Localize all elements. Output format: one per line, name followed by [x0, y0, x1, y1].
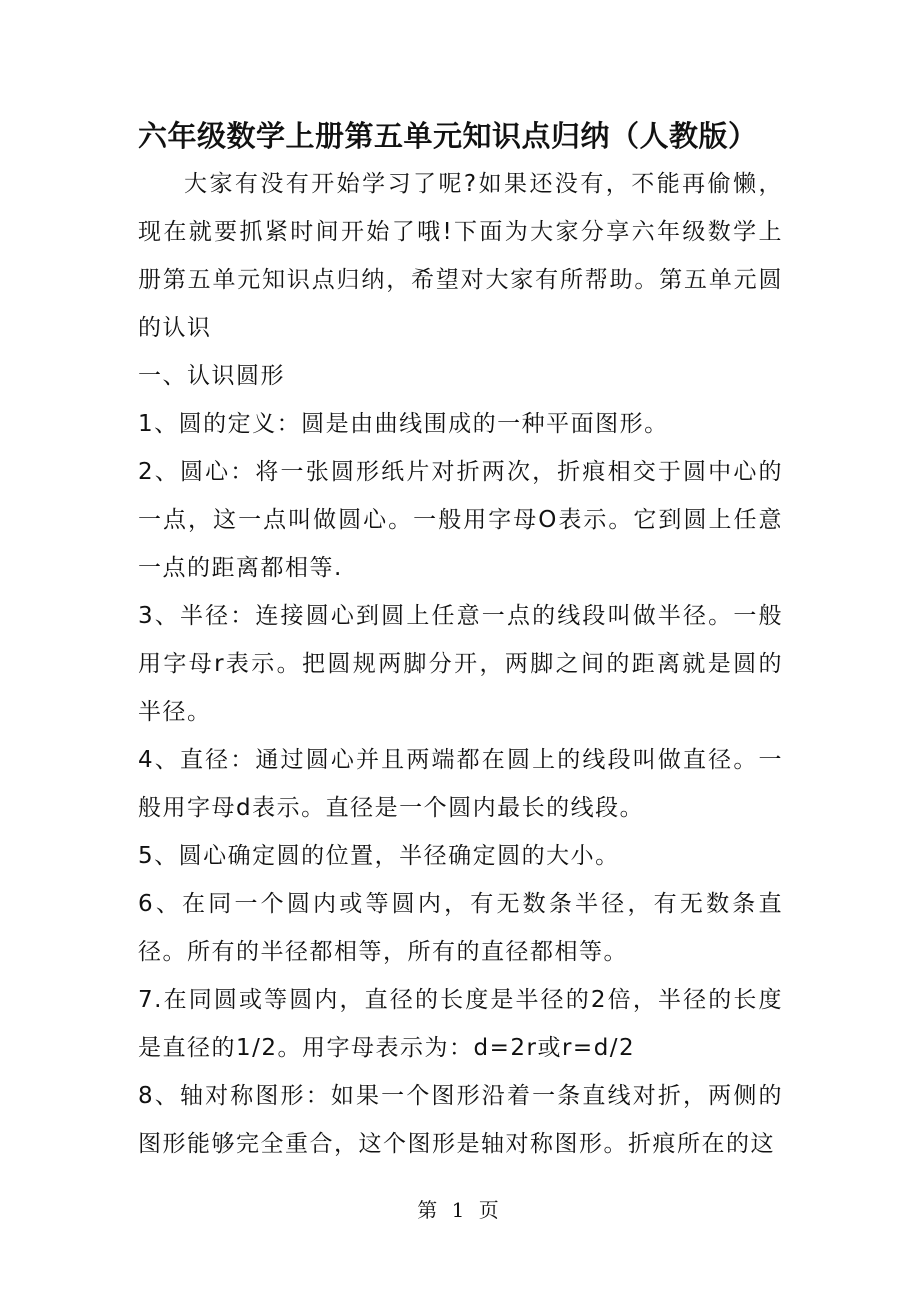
- document-title: 六年级数学上册第五单元知识点归纳（人教版）: [138, 119, 758, 153]
- list-item: 6、在同一个圆内或等圆内，有无数条半径，有无数条直径。所有的半径都相等，所有的直径都相等。: [138, 891, 783, 965]
- intro-paragraph: 大家有没有开始学习了呢?如果还没有，不能再偷懒，现在就要抓紧时间开始了哦!下面为大家分享六年级数学上册第五单元知识点归纳，希望对大家有所帮助。第五单元圆的认识: [138, 171, 783, 341]
- list-item: 3、半径：连接圆心到圆上任意一点的线段叫做半径。一般用字母r表示。把圆规两脚分开，两脚之间的距离就是圆的半径。: [138, 603, 783, 725]
- list-item: 8、轴对称图形：如果一个图形沿着一条直线对折，两侧的图形能够完全重合，这个图形是轴对称图形。折痕所在的这: [138, 1083, 783, 1157]
- list-item: 1、圆的定义：圆是由曲线围成的一种平面图形。: [138, 411, 669, 437]
- page-number: 第 1 页: [417, 1198, 503, 1222]
- list-item: 2、圆心：将一张圆形纸片对折两次，折痕相交于圆中心的一点，这一点叫做圆心。一般用字母O表示。它到圆上任意一点的距离都相等.: [138, 459, 783, 581]
- list-item: 4、直径：通过圆心并且两端都在圆上的线段叫做直径。一般用字母d表示。直径是一个圆内最长的线段。: [138, 747, 783, 821]
- section-heading: 一、认识圆形: [138, 363, 285, 389]
- document-body: [138, 160, 783, 1168]
- list-item: 5、圆心确定圆的位置，半径确定圆的大小。: [138, 843, 620, 869]
- list-item: 7.在同圆或等圆内，直径的长度是半径的2倍，半径的长度是直径的1/2。用字母表示为：d=2r或r=d/2: [138, 987, 783, 1061]
